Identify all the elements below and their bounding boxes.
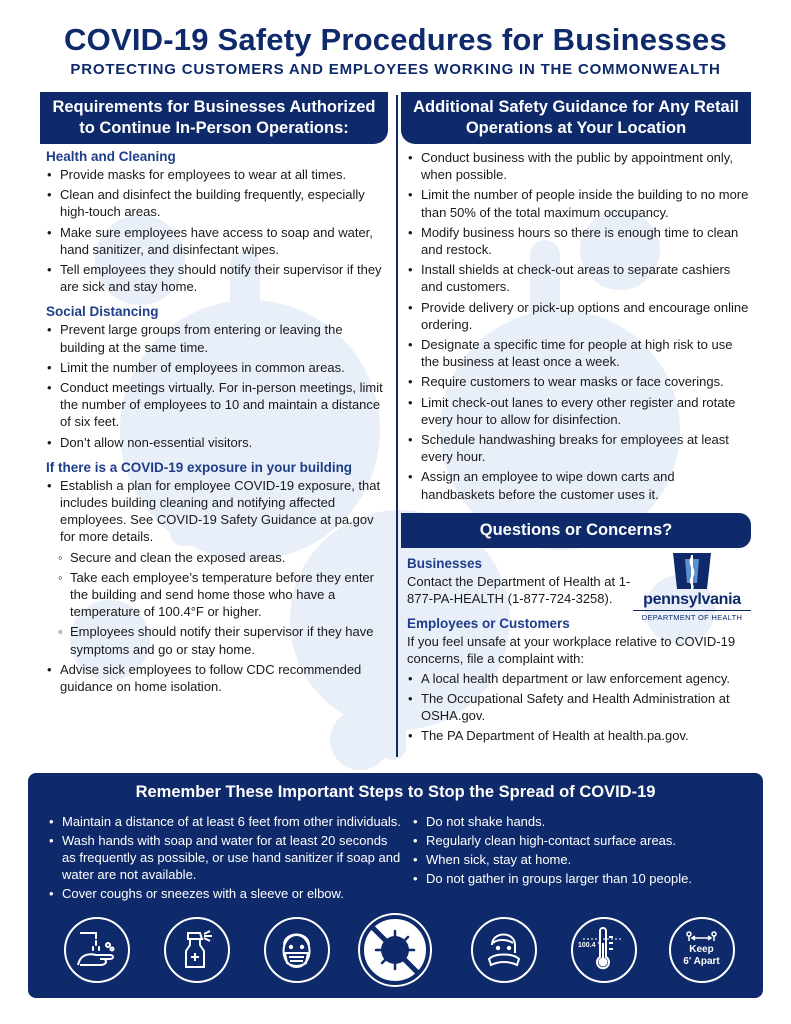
social-distancing-heading: Social Distancing	[46, 304, 159, 320]
sub-list-item: ◦ Secure and clean the exposed areas.	[58, 549, 388, 566]
requirements-banner: Requirements for Businesses Authorized to Continue In-Person Operations:	[40, 92, 388, 144]
no-virus-icon	[358, 913, 432, 987]
important-steps-panel	[28, 773, 763, 998]
list-item: • Limit the number of people inside the building to no more than 50% of the total maximum occupancy.	[407, 186, 751, 220]
list-item: • Cover coughs or sneezes with a sleeve or elbow.	[48, 885, 402, 902]
column-divider	[396, 95, 398, 757]
list-item: • Wash hands with soap and water for at least 20 seconds as frequently as possible, or use hand sanitizer if soap and water are not available.	[48, 832, 402, 883]
list-item: • Do not gather in groups larger than 10 people.	[412, 870, 751, 887]
important-steps-title: Remember These Important Steps to Stop the Spread of COVID-19	[135, 783, 656, 801]
list-item: • Regularly clean high-contact surface areas.	[412, 832, 751, 849]
sub-list-item: ◦ Take each employee’s temperature before they enter the building and send home those who have a temperature of 100.4°F or higher.	[58, 569, 388, 621]
list-item: • Provide masks for employees to wear at all times.	[46, 166, 388, 183]
list-item: • Maintain a distance of at least 6 feet from other individuals.	[48, 813, 402, 830]
list-item: • Schedule handwashing breaks for employees at least every hour.	[407, 431, 751, 465]
health-cleaning-heading: Health and Cleaning	[46, 149, 176, 164]
employees-heading: Employees or Customers	[407, 615, 570, 631]
distance-label-apart: 6' Apart	[683, 956, 720, 967]
list-item: • The PA Department of Health at health.pa.gov.	[407, 727, 751, 744]
list-item: • Establish a plan for employee COVID-19 exposure, that includes building cleaning and notifying affected employees. See COVID-19 Safety Guidance at pa.gov for more details.	[46, 477, 388, 546]
health-cleaning-list	[46, 166, 388, 295]
list-item: • Clean and disinfect the building frequently, especially high-touch areas.	[46, 186, 388, 220]
list-item: • When sick, stay at home.	[412, 851, 751, 868]
complaint-list	[407, 670, 751, 745]
list-item: • Require customers to wear masks or face coverings.	[407, 373, 751, 390]
pa-logo-name: pennsylvania	[643, 590, 741, 608]
exposure-list-end	[46, 661, 388, 695]
list-item: • Modify business hours so there is enough time to clean and restock.	[407, 224, 751, 258]
handwashing-icon	[64, 917, 130, 983]
list-item: • Provide delivery or pick-up options and encourage online ordering.	[407, 299, 751, 333]
thermometer-icon	[571, 917, 637, 983]
distance-icon	[669, 917, 735, 983]
keystone-icon	[633, 551, 751, 591]
cough-icon	[471, 917, 537, 983]
list-item: • Assign an employee to wipe down carts and handbaskets before the customer uses it.	[407, 468, 751, 502]
list-item: • The Occupational Safety and Health Administration at OSHA.gov.	[407, 690, 751, 724]
list-item: • Advise sick employees to follow CDC recommended guidance on home isolation.	[46, 661, 388, 695]
list-item: • Limit check-out lanes to every other register and rotate every hour to allow for disinfection.	[407, 394, 751, 428]
list-item: • Make sure employees have access to soap and water, hand sanitizer, and disinfectant wipes.	[46, 224, 388, 258]
list-item: • Don’t allow non-essential visitors.	[46, 434, 388, 451]
mask-icon	[264, 917, 330, 983]
pa-health-logo	[633, 551, 751, 625]
list-item: • Do not shake hands.	[412, 813, 751, 830]
retail-guidance-banner: Additional Safety Guidance for Any Retail Operations at Your Location	[401, 92, 751, 144]
exposure-list	[46, 477, 388, 546]
exposure-heading: If there is a COVID-19 exposure in your building	[46, 459, 353, 475]
list-item: • Conduct meetings virtually. For in-person meetings, limit the number of employees to 10 and maintain a distance of six feet.	[46, 379, 388, 431]
list-item: • Limit the number of employees in common areas.	[46, 359, 388, 376]
page-title: COVID-19 Safety Procedures for Businesses	[64, 22, 727, 57]
list-item: • Prevent large groups from entering or leaving the building at the same time.	[46, 321, 388, 355]
list-item: • A local health department or law enforcement agency.	[407, 670, 751, 687]
steps-list-right	[412, 813, 751, 887]
retail-guidance-list	[407, 149, 751, 503]
spray-bottle-icon	[164, 917, 230, 983]
list-item: • Install shields at check-out areas to separate cashiers and customers.	[407, 261, 751, 295]
requirements-column	[40, 92, 388, 698]
icon-row	[64, 913, 734, 985]
sub-list-item: ◦ Employees should notify their supervisor if they have symptoms and go or stay home.	[58, 623, 388, 657]
social-distancing-list	[46, 321, 388, 450]
pa-logo-department: DEPARTMENT OF HEALTH	[633, 610, 751, 622]
list-item: • Tell employees they should notify their supervisor if they are sick and stay home.	[46, 261, 388, 295]
thermometer-label: 100.4 °	[578, 942, 601, 949]
questions-banner: Questions or Concerns?	[401, 513, 751, 548]
employees-text: If you feel unsafe at your workplace relative to COVID-19 concerns, file a complaint with:	[407, 633, 736, 666]
retail-guidance-column	[401, 92, 751, 748]
list-item: • Designate a specific time for people at high risk to use the business at least once a week.	[407, 336, 751, 370]
page-subtitle: PROTECTING CUSTOMERS AND EMPLOYEES WORKING IN THE COMMONWEALTH	[70, 61, 721, 78]
businesses-heading: Businesses	[407, 555, 483, 571]
list-item: • Conduct business with the public by appointment only, when possible.	[407, 149, 751, 183]
businesses-contact-text: Contact the Department of Health at 1-877-PA-HEALTH (1-877-724-3258).	[407, 573, 631, 606]
businesses-contact	[401, 573, 751, 622]
distance-label-keep: Keep	[689, 944, 714, 955]
steps-list-left	[48, 813, 402, 902]
exposure-sublist	[58, 549, 388, 658]
